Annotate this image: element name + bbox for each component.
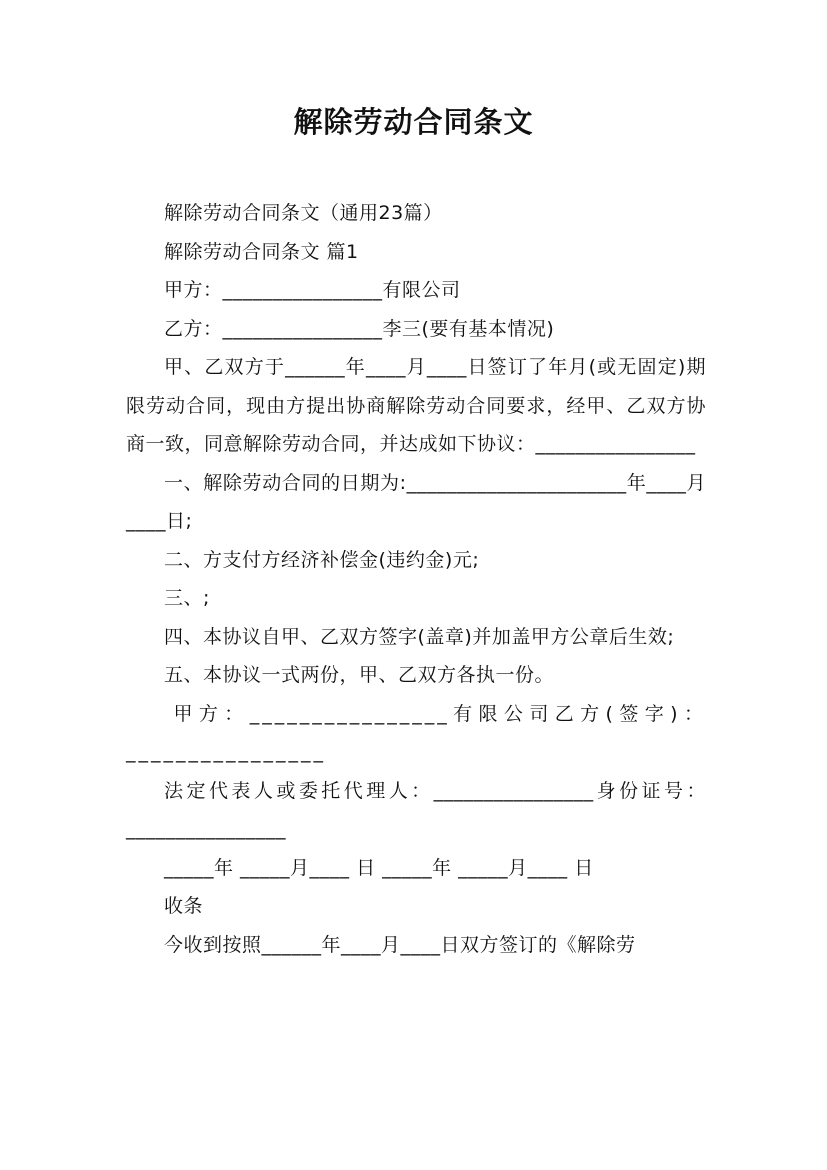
paragraph-clause-4: 四、本协议自甲、乙双方签字(盖章)并加盖甲方公章后生效;	[164, 625, 675, 648]
paragraph-signatures: 甲方：________________有限公司乙方(签字)：________________	[126, 702, 706, 763]
paragraph-agreement-intro: 甲、乙双方于______年____月____日签订了年月(或无固定)期限劳动合同，现由方提出协商解除劳动合同要求，经甲、乙双方协商一致，同意解除劳动合同，并达成如下协议：________________	[126, 356, 706, 455]
paragraph-clause-5: 五、本协议一式两份，甲、乙双方各执一份。	[164, 664, 555, 686]
paragraph-clause-2: 二、方支付方经济补偿金(违约金)元;	[164, 548, 480, 571]
paragraph-receipt-text: 今收到按照______年____月____日双方签订的《解除劳	[164, 933, 636, 956]
paragraph-clause-3: 三、;	[164, 587, 210, 609]
paragraph-clause-1: 一、解除劳动合同的日期为:______________________年____月____日;	[126, 471, 706, 532]
paragraph-receipt-heading: 收条	[164, 895, 204, 917]
document-body	[126, 194, 706, 964]
document-title: 解除劳动合同条文	[293, 105, 534, 139]
paragraph-subtitle: 解除劳动合同条文（通用23篇）	[164, 202, 443, 224]
paragraph-party-b: 乙方：________________李三(要有基本情况)	[164, 317, 555, 340]
paragraph-section-heading: 解除劳动合同条文 篇1	[164, 240, 359, 263]
paragraph-representative: 法定代表人或委托代理人：________________身份证号：________________	[126, 779, 706, 840]
paragraph-party-a: 甲方：________________有限公司	[164, 279, 461, 301]
paragraph-dates: _____年 _____月____ 日 _____年 _____月____ 日	[164, 856, 594, 879]
